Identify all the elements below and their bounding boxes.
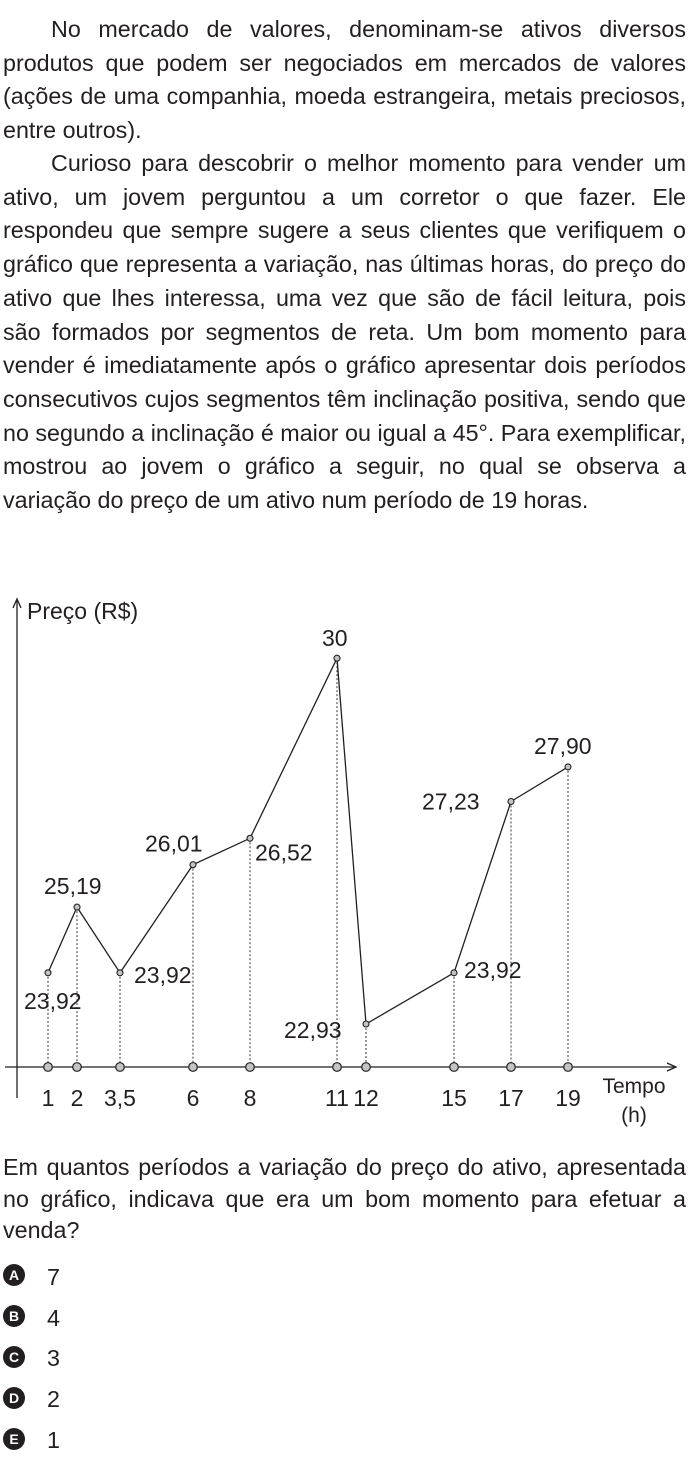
x-axis-point-marker [564, 1063, 573, 1072]
x-tick-label: 17 [498, 1085, 524, 1111]
question-text: Em quantos períodos a variação do preço do ativo, apresentada no gráfico, indicava que era um bom momento para efetuar a venda? [3, 1154, 686, 1243]
option-c[interactable] [3, 1339, 60, 1380]
option-d-text: 2 [47, 1386, 60, 1413]
x-axis-point-marker [362, 1063, 371, 1072]
data-point-label: 23,92 [24, 987, 82, 1014]
data-point-label: 26,01 [145, 830, 203, 857]
option-b[interactable] [3, 1298, 60, 1339]
x-axis-point-marker [73, 1063, 82, 1072]
data-point [565, 764, 571, 770]
data-point [363, 1021, 369, 1027]
option-b-letter: B [3, 1305, 25, 1327]
data-point-label: 27,23 [422, 788, 480, 815]
data-point [247, 835, 253, 841]
x-tick-label: 2 [70, 1085, 84, 1111]
data-point-label: 30 [322, 625, 348, 652]
data-point [45, 970, 51, 976]
option-c-text: 3 [47, 1345, 60, 1372]
option-a-letter: A [3, 1264, 25, 1286]
x-axis-point-marker [116, 1063, 125, 1072]
x-tick-label: 11 [325, 1085, 349, 1111]
x-axis-unit: (h) [621, 1104, 647, 1127]
x-tick-label: 6 [186, 1085, 200, 1111]
context-paragraph: Curioso para descobrir o melhor momento para vender um ativo, um jovem perguntou a um corretor o que fazer. Ele respondeu que sempre sugere a seus clientes que verifiquem o gráfico que representa a variação, nas últimas horas, do preço do ativo que lhes interessa, uma vez que são de fácil leitura, pois são formados por segmentos de reta. Um bom momento para vender é imediatamente após o gráfico apresentar dois períodos consecutivos cujos segmentos têm inclinação positiva, sendo que no segundo a inclinação é maior ou igual a 45°. Para exemplificar, mostrou ao jovem o gráfico a seguir, no qual se observa a variação do preço de um ativo num período de 19 horas. [3, 150, 686, 514]
x-axis-point-marker [189, 1063, 198, 1072]
chart-axes [5, 598, 676, 1127]
option-e[interactable] [3, 1420, 60, 1461]
x-tick-label: 19 [555, 1085, 581, 1111]
x-axis-point-marker [333, 1063, 342, 1072]
x-axis-label: Tempo [602, 1075, 666, 1098]
data-point-label: 25,19 [44, 873, 102, 900]
data-point-label: 23,92 [134, 961, 192, 988]
x-tick-label: 12 [353, 1085, 379, 1111]
answer-options [3, 1257, 60, 1461]
option-d[interactable] [3, 1379, 60, 1420]
data-point [451, 970, 457, 976]
x-axis-point-marker [450, 1063, 459, 1072]
intro-paragraph: No mercado de valores, denominam-se ativos diversos produtos que podem ser negociados em mercados de valores (ações de uma companhia, moeda estrangeira, metais preciosos, entre outros). [3, 16, 686, 144]
option-c-letter: C [3, 1346, 25, 1368]
option-e-letter: E [3, 1428, 25, 1450]
option-d-letter: D [3, 1387, 25, 1409]
y-axis-label: Preço (R$) [27, 598, 139, 624]
data-point-label: 22,93 [284, 1017, 342, 1044]
x-axis-point-marker [44, 1063, 53, 1072]
x-tick-label: 15 [441, 1085, 467, 1111]
data-point-label: 27,90 [534, 732, 592, 759]
option-e-text: 1 [47, 1427, 60, 1454]
data-point [508, 799, 514, 805]
x-axis-point-marker [246, 1063, 255, 1072]
x-tick-label: 1 [41, 1085, 55, 1111]
data-point [190, 862, 196, 868]
data-point-label: 26,52 [255, 839, 313, 866]
x-axis-point-marker [507, 1063, 516, 1072]
data-point [74, 904, 80, 910]
option-a-text: 7 [47, 1263, 60, 1290]
data-point [334, 655, 340, 661]
x-tick-label: 8 [243, 1085, 257, 1111]
x-tick-label: 3,5 [104, 1085, 136, 1111]
option-a[interactable] [3, 1257, 60, 1298]
option-b-text: 4 [47, 1304, 60, 1331]
price-chart [0, 590, 696, 1138]
data-point-label: 23,92 [464, 956, 522, 983]
data-point [117, 970, 123, 976]
